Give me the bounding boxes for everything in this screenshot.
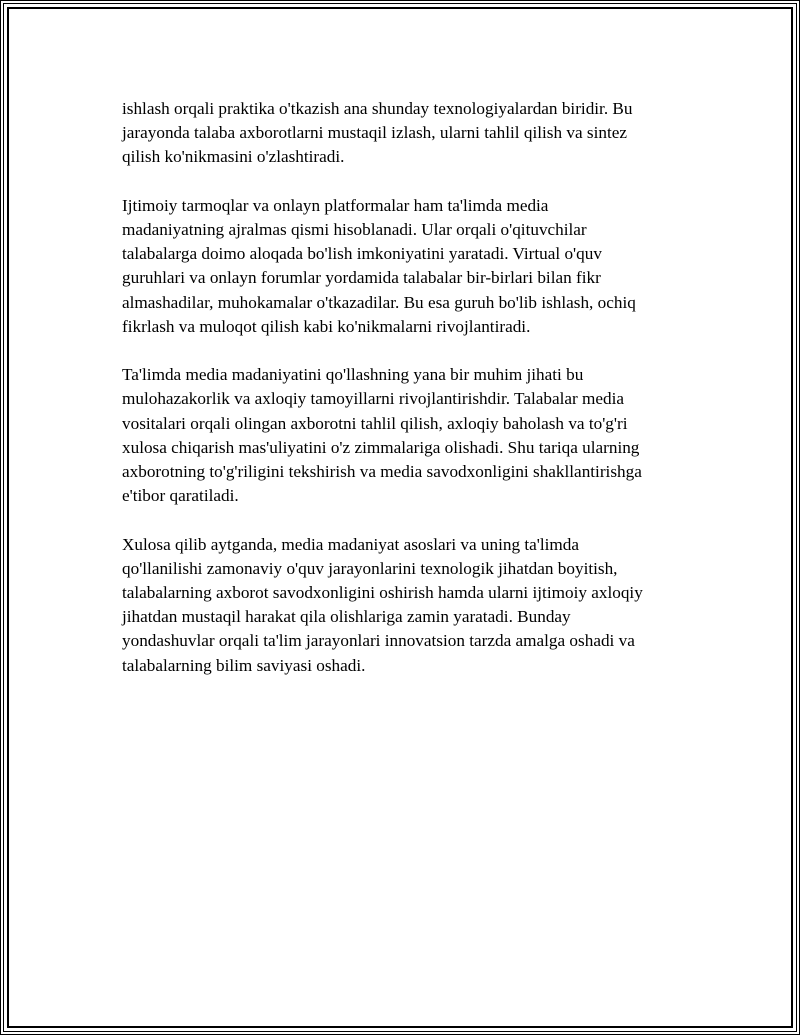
text-line: axborotning to'g'riligini tekshirish va media savodxonligini shakllantirishga [122, 462, 642, 482]
text-line: yondashuvlar orqali ta'lim jarayonlari innovatsion tarzda amalga oshadi va [122, 631, 635, 651]
text-line: talabalarning axborot savodxonligini oshirish hamda ularni ijtimoiy axloqiy [122, 583, 643, 603]
text-line: Ijtimoiy tarmoqlar va onlayn platformalar ham ta'limda media [122, 195, 549, 215]
document-body [122, 97, 697, 702]
text-line: vositalari orqali olingan axborotni tahlil qilish, axloqiy baholash va to'g'ri [122, 413, 628, 433]
text-line: qilish ko'nikmasini o'zlashtiradi. [122, 147, 345, 167]
text-line: ishlash orqali praktika o'tkazish ana shunday texnologiyalardan biridir. Bu [122, 99, 633, 118]
text-line: madaniyatning ajralmas qismi hisoblanadi. Ular orqali o'qituvchilar [122, 220, 587, 239]
text-line: fikrlash va muloqot qilish kabi ko'nikmalarni rivojlantiradi. [122, 316, 531, 336]
text-line: almashadilar, muhokamalar o'tkazadilar. Bu esa guruh bo'lib ishlash, ochiq [122, 292, 636, 312]
text-line: talabalarga doimo aloqada bo'lish imkoniyatini yaratadi. Virtual o'quv [122, 244, 602, 264]
text-line: talabalarning bilim saviyasi oshadi. [122, 655, 366, 675]
text-line: Ta'limda media madaniyatini qo'llashning yana bir muhim jihati bu [122, 365, 584, 385]
text-line: Xulosa qilib aytganda, media madaniyat asoslari va uning ta'limda [122, 534, 580, 554]
paragraph-2 [122, 194, 697, 339]
text-line: qo'llanilishi zamonaviy o'quv jarayonlarini texnologik jihatdan boyitish, [122, 558, 618, 578]
text-line: mulohazakorlik va axloqiy tamoyillarni rivojlantirishdir. Talabalar media [122, 389, 625, 409]
text-line: e'tibor qaratiladi. [122, 486, 239, 506]
text-line: guruhlari va onlayn forumlar yordamida talabalar bir-birlari bilan fikr [122, 268, 601, 288]
text-line: jarayonda talaba axborotlarni mustaqil izlash, ularni tahlil qilish va sintez [122, 123, 627, 143]
text-line: xulosa chiqarish mas'uliyatini o'z zimmalariga olishadi. Shu tariqa ularning [122, 437, 640, 457]
paragraph-4 [122, 533, 697, 678]
paragraph-3 [122, 363, 697, 508]
text-line: jihatdan mustaqil harakat qila olishlariga zamin yaratadi. Bunday [122, 607, 571, 627]
paragraph-1 [122, 97, 697, 170]
